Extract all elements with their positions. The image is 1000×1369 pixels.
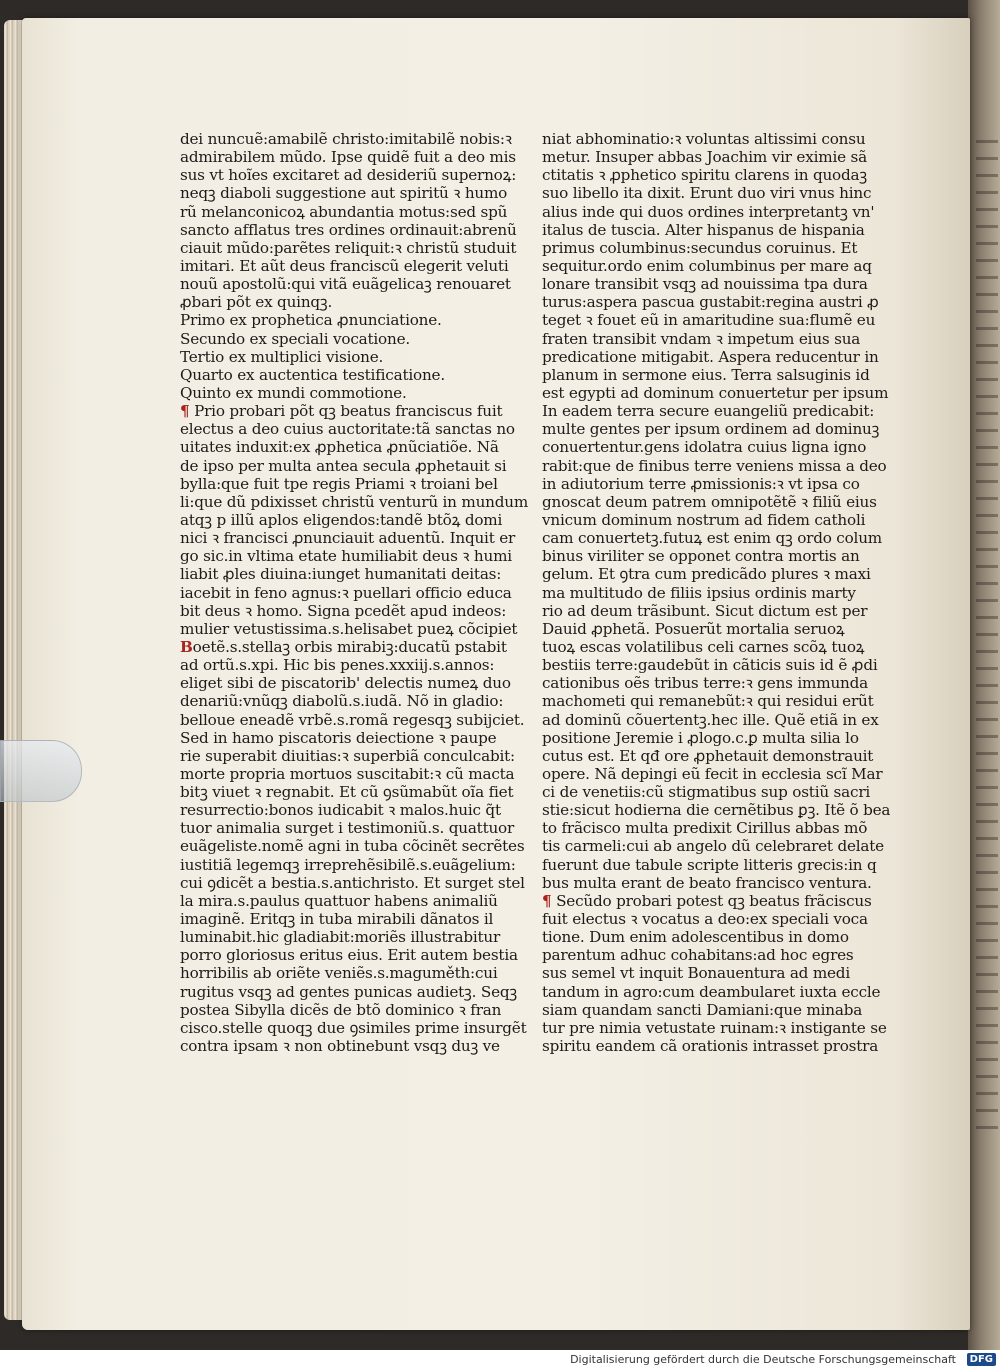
text-line: belloue eneadẽ vrbẽ.s.romã regesqꝫ subijciet. — [180, 710, 525, 729]
rubric-initial: B — [180, 637, 193, 656]
text-line: go sic.in vltima etate humiliabit deus ꝛ humi — [180, 547, 512, 566]
text-line: bus multa erant de beato francisco ventura. — [542, 873, 872, 892]
text-line: alius inde qui duos ordines interpretantꝫ vn' — [542, 202, 875, 221]
text-line: sus semel vt inquit Bonauentura ad medi — [542, 964, 850, 983]
text-line: tuoꝝ escas volatilibus celi carnes scõꝝ tuoꝝ — [542, 637, 865, 656]
rubric-initial: ¶ — [542, 891, 552, 910]
text-line: machometi qui remanebũt:ꝛ qui residui erũt — [542, 692, 874, 711]
text-line: electus a deo cuius auctoritate:tã sanctas no — [180, 420, 515, 439]
text-line: postea Sibylla dicẽs de btõ dominico ꝛ fran — [180, 1000, 502, 1019]
text-line: neqꝫ diaboli suggestione aut spiritũ ꝛ humo — [180, 184, 508, 203]
text-line: li:que dũ pdixisset christũ venturũ in mundum — [180, 492, 529, 511]
text-line: denariũ:vnũqꝫ diabolũ.s.iudã. Nõ in gladio: — [180, 692, 504, 711]
text-line: planum in sermone eius. Terra salsuginis id — [542, 365, 870, 384]
text-line: ciauit mũdo:parẽtes reliquit:ꝛ christũ studuit — [180, 238, 517, 257]
text-line: cui ꝯdicẽt a bestia.s.antichristo. Et surget stel — [180, 873, 525, 892]
text-line: Quarto ex auctentica testificatione. — [180, 365, 445, 384]
text-line: to frãcisco multa predixit Cirillus abbas mõ — [542, 819, 868, 838]
text-line: uitates induxit:ex ꝓphetica ꝓnũciatiõe. Nã — [180, 438, 499, 457]
text-line: in adiutorium terre ꝓmissionis:ꝛ vt ipsa co — [542, 474, 860, 493]
text-line: eliget sibi de piscatorib' delectis numeꝝ duo — [180, 674, 511, 693]
text-line: ¶ Secũdo probari potest qꝫ beatus frãciscus — [542, 891, 872, 910]
text-line: admirabilem mũdo. Ipse quidẽ fuit a deo mis — [180, 148, 516, 167]
text-line: italus de tuscia. Alter hispanus de hispania — [542, 220, 865, 239]
text-line: la mira.s.paulus quattuor habens animaliũ — [180, 891, 498, 910]
text-line: Quinto ex mundi commotione. — [180, 383, 407, 402]
text-line: parentum adhuc cohabitans:ad hoc egres — [542, 946, 854, 965]
text-line: vnicum dominum nostrum ad fidem catholi — [542, 510, 866, 529]
text-line: ¶ Prio probari põt qꝫ beatus franciscus fuit — [180, 402, 503, 421]
text-line: nouũ apostolũ:qui vitã euãgelicaꝫ renouaret — [180, 275, 511, 294]
text-line: contra ipsam ꝛ non obtinebunt vsqꝫ duꝫ ve — [180, 1037, 500, 1056]
text-line: iustitiã legemqꝫ irreprehẽsibilẽ.s.euãgelium: — [180, 855, 516, 874]
text-line: nici ꝛ francisci ꝓnunciauit aduentũ. Inquit er — [180, 529, 516, 548]
text-line: primus columbinus:secundus coruinus. Et — [542, 238, 858, 257]
text-line: Primo ex prophetica ꝓnunciatione. — [180, 311, 442, 330]
text-line: ma multitudo de filiis ipsius ordinis marty — [542, 583, 856, 602]
text-line: imaginẽ. Eritqꝫ in tuba mirabili dãnatos il — [180, 910, 494, 929]
text-line: opere. Nã depingi eũ fecit in ecclesia scĩ Mar — [542, 764, 883, 783]
text-line: Dauid ꝓphetã. Posuerũt mortalia seruoꝝ — [542, 619, 845, 638]
text-line: rabit:que de finibus terre veniens missa a deo — [542, 456, 887, 475]
text-line: tione. Dum enim adolescentibus in domo — [542, 928, 849, 947]
text-line: rie superabit diuitias:ꝛ superbiã conculcabit: — [180, 746, 515, 765]
text-line: de ipso per multa antea secula ꝓphetauit si — [180, 456, 507, 475]
dfg-logo: DFG — [967, 1353, 996, 1366]
text-line: morte propria mortuos suscitabit:ꝛ cũ macta — [180, 764, 515, 783]
text-line: cisco.stelle quoqꝫ due ꝯsimiles prime insurgẽt — [180, 1018, 527, 1037]
text-line: sequitur.ordo enim columbinus per mare aq — [542, 256, 872, 275]
text-line: horribilis ab oriẽte veniẽs.s.maguměth:cui — [180, 964, 498, 983]
text-line: rio ad deum trãsibunt. Sicut dictum est per — [542, 601, 868, 620]
text-line: multe gentes per ipsum ordinem ad dominuꝫ — [542, 420, 880, 439]
text-line: bylla:que fuit tpe regis Priami ꝛ troiani bel — [180, 474, 498, 493]
text-line: ad ortũ.s.xpi. Hic bis penes.xxxiij.s.annos: — [180, 656, 495, 675]
text-line: turus:aspera pascua gustabit:regina austri ꝓ — [542, 293, 879, 312]
text-line: metur. Insuper abbas Joachim vir eximie sã — [542, 148, 867, 167]
footer-bar — [0, 1350, 1000, 1369]
text-line: suo libello ita dixit. Erunt duo viri vnus hinc — [542, 184, 872, 203]
text-line: tuor animalia surget i testimoniũ.s. quattuor — [180, 819, 515, 838]
text-line: conuertentur.gens idolatra cuius ligna igno — [542, 438, 867, 457]
text-line: ad dominũ cõuertentꝫ.hec ille. Quẽ etiã in ex — [542, 710, 879, 729]
text-line: iacebit in feno agnus:ꝛ puellari officio educa — [180, 583, 512, 602]
text-line: atqꝫ p illũ aplos eligendos:tandẽ btõꝝ domi — [180, 510, 503, 529]
text-line: imitari. Et aũt deus franciscũ elegerit veluti — [180, 256, 509, 275]
text-line: positione Jeremie i ꝓlogo.c.ꝑ multa silia lo — [542, 728, 859, 747]
text-line: euãgeliste.nomẽ agni in tuba cõcinẽt secrẽtes — [180, 837, 525, 856]
text-line: Tertio ex multiplici visione. — [180, 347, 384, 366]
text-column-right — [542, 130, 902, 1055]
text-line: fuit electus ꝛ vocatus a deo:ex speciali voca — [542, 910, 868, 929]
text-line: predicatione mitigabit. Aspera reducentur in — [542, 347, 879, 366]
text-line: teget ꝛ fouet eũ in amaritudine sua:flumẽ eu — [542, 311, 876, 330]
text-line: sancto afflatus tres ordines ordinauit:abrenũ — [180, 220, 517, 239]
page-clip — [0, 740, 82, 802]
text-line: gnoscat deum patrem omnipotẽtẽ ꝛ filiũ eius — [542, 492, 877, 511]
text-column-left — [180, 130, 530, 1055]
text-line: stie:sicut hodierna die cernẽtibus ꝑꝫ. Itẽ õ bea — [542, 801, 891, 820]
text-line: bitꝫ viuet ꝛ regnabit. Et cũ ꝯsũmabũt oĩa fiet — [180, 783, 514, 802]
text-line: ctitatis ꝛ ꝓphetico spiritu clarens in quodaꝫ — [542, 166, 867, 185]
text-line: spiritu eandem cã orationis intrasset prostra — [542, 1037, 879, 1056]
text-line: siam quandam sancti Damiani:que minaba — [542, 1000, 863, 1019]
text-line: tur pre nimia vetustate ruinam:ꝛ instigante se — [542, 1018, 887, 1037]
text-line: luminabit.hic gladiabit:moriẽs illustrabitur — [180, 928, 501, 947]
text-line: In eadem terra secure euangeliũ predicabit: — [542, 402, 875, 421]
text-line: cam conuertetꝫ.futuꝝ est enim qꝫ ordo colum — [542, 529, 882, 548]
next-page-edge — [968, 0, 1000, 1350]
text-line: bestiis terre:gaudebũt in cãticis suis id ẽ ꝓdi — [542, 656, 878, 675]
text-line: liabit ꝓles diuina:iunget humanitati deitas: — [180, 565, 502, 584]
text-line: dei nuncuẽ:amabilẽ christo:imitabilẽ nobis:ꝛ — [180, 130, 512, 148]
text-line: ci de venetiis:cũ stigmatibus sup ostiũ sacri — [542, 783, 871, 802]
text-line: gelum. Et ꝯtra cum predicãdo plures ꝛ maxi — [542, 565, 871, 584]
next-page-text-edge — [976, 140, 998, 1140]
text-line: tis carmeli:cui ab angelo dũ celebraret delate — [542, 837, 884, 856]
rubric-initial: ¶ — [180, 402, 190, 421]
text-line: binus viriliter se opponet contra mortis an — [542, 547, 860, 566]
text-line: sus vt hoĩes excitaret ad desideriũ supernoꝝ: — [180, 166, 517, 185]
text-line: fuerunt due tabule scripte litteris grecis:in q — [542, 855, 877, 874]
text-line: fraten transibit vndam ꝛ impetum eius sua — [542, 329, 861, 348]
text-line: Boetẽ.s.stellaꝫ orbis mirabiꝫ:ducatũ pstabit — [180, 637, 507, 656]
text-line: mulier vetustissima.s.helisabet pueꝝ cõcipiet — [180, 619, 518, 638]
text-line: tandum in agro:cum deambularet iuxta eccle — [542, 982, 881, 1001]
text-line: porro gloriosus eritus eius. Erit autem bestia — [180, 946, 518, 965]
text-line: cutus est. Et qđ ore ꝓphetauit demonstrauit — [542, 746, 874, 765]
text-line: bit deus ꝛ homo. Signa pcedẽt apud indeos: — [180, 601, 507, 620]
text-line: lonare transibit vsqꝫ ad nouissima tpa dura — [542, 275, 868, 294]
text-line: Secundo ex speciali vocatione. — [180, 329, 410, 348]
text-line: rũ melanconicoꝝ abundantia motus:sed spũ — [180, 202, 508, 221]
text-line: Sed in hamo piscatoris deiectione ꝛ paupe — [180, 728, 497, 747]
text-line: niat abhominatio:ꝛ voluntas altissimi consu — [542, 130, 866, 148]
text-line: resurrectio:bonos iudicabit ꝛ malos.huic q̃t — [180, 801, 501, 820]
text-line: cationibus oẽs tribus terre:ꝛ gens immunda — [542, 674, 868, 693]
text-line: rugitus vsqꝫ ad gentes punicas audietꝫ. Seqꝫ — [180, 982, 517, 1001]
funding-credit: Digitalisierung gefördert durch die Deutsche Forschungsgemeinschaft — [570, 1353, 956, 1366]
text-line: est egypti ad dominum conuertetur per ipsum — [542, 383, 889, 402]
text-line: ꝓbari põt ex quinqꝫ. — [180, 293, 333, 312]
